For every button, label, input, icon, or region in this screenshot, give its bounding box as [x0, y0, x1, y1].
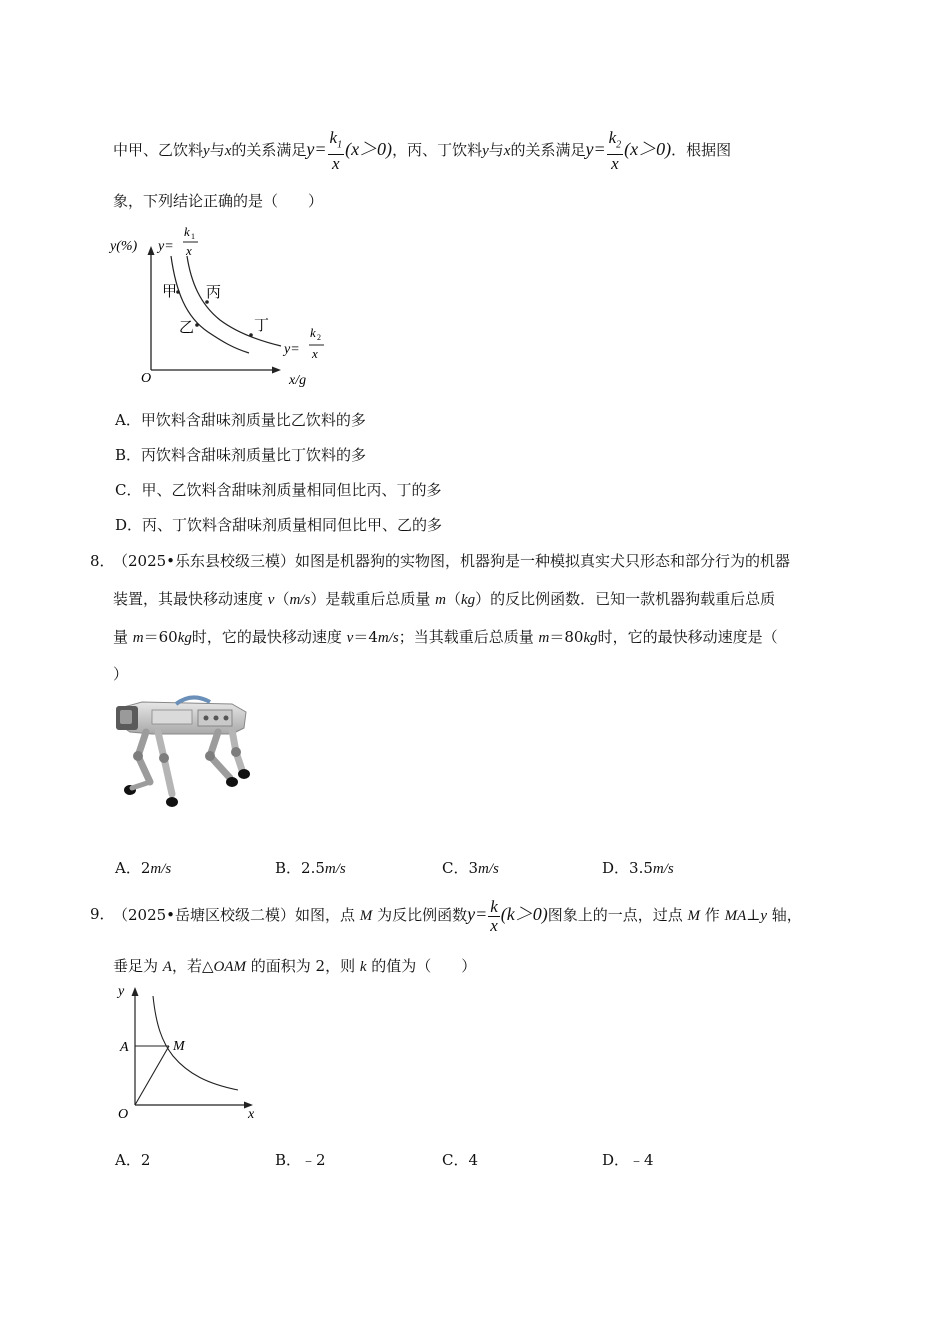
eq-lhs: y=	[467, 904, 488, 924]
fraction-k1-x	[328, 129, 345, 173]
label-A: A	[120, 1040, 129, 1055]
curve1-sub: 1	[191, 232, 195, 241]
q7-text: 的关系满足	[510, 141, 586, 159]
var-OAM: OAM	[213, 959, 246, 975]
q8-text: （	[274, 590, 290, 608]
q8-line1: （2025•乐东县校级三模）如图是机器狗的实物图，机器狗是一种模拟真实犬只形态和部分行为的机器	[113, 552, 791, 570]
domain: (x＞0)	[345, 139, 393, 159]
fraction-k2-x	[607, 129, 624, 173]
unit-kg: kg	[177, 630, 192, 646]
q9-option-b[interactable]: B．﹣2	[275, 1151, 326, 1169]
q9-number: 9．	[90, 905, 115, 923]
var-y: y	[482, 143, 489, 159]
var-m: m	[538, 630, 550, 646]
q9-text: 垂足为	[113, 957, 163, 975]
q8-text: ；当其载重后总质量	[398, 628, 539, 646]
q9-line1	[113, 891, 802, 937]
var-v: v	[346, 630, 354, 646]
q7-text: 的关系满足	[231, 141, 307, 159]
q9-option-a[interactable]: A．2	[115, 1151, 151, 1169]
y-axis-arrow	[132, 987, 139, 996]
q9-graph	[108, 980, 268, 1130]
q7-option-c[interactable]: C．甲、乙饮料含甜味剂质量相同但比丙、丁的多	[115, 481, 442, 499]
option-unit: m/s	[478, 861, 499, 877]
q7-option-a[interactable]: A．甲饮料含甜味剂质量比乙饮料的多	[115, 411, 366, 429]
eq-lhs: y=	[585, 139, 606, 159]
curve2-sub: 2	[317, 333, 321, 342]
q7-option-b[interactable]: B．丙饮料含甜味剂质量比丁饮料的多	[115, 446, 367, 464]
x-axis-label: x	[248, 1107, 255, 1122]
option-label: A．2	[115, 859, 151, 877]
q9-text: 为反比例函数	[372, 906, 468, 924]
q7-stem-line1	[113, 126, 731, 172]
q9-text: 轴，	[767, 906, 802, 924]
q7-text: ．根据图	[671, 141, 732, 159]
curve2-den: x	[312, 346, 318, 361]
condition: (k＞0)	[500, 904, 548, 924]
denominator: x	[611, 154, 619, 174]
origin-label: O	[141, 371, 152, 386]
point-ding	[249, 333, 253, 337]
option-label: B．2.5	[275, 859, 325, 877]
q8-option-b[interactable]	[275, 857, 346, 878]
k-symbol: k	[608, 127, 617, 147]
denominator: x	[490, 915, 498, 935]
unit-kg: kg	[460, 592, 476, 608]
q8-option-a[interactable]	[115, 857, 171, 878]
q8-text: ＝80	[549, 628, 584, 646]
q9-text: ，若△	[171, 957, 214, 975]
curve2-k: k	[310, 325, 316, 340]
y-axis-label: y(%)	[110, 239, 138, 254]
option-unit: m/s	[150, 861, 172, 877]
curve2-lhs: y=	[284, 342, 300, 357]
var-k: k	[359, 959, 367, 975]
q8-line3	[113, 626, 778, 647]
var-v: v	[267, 592, 275, 608]
y-axis-label: y	[118, 984, 125, 999]
x-axis-label: x/g	[289, 373, 307, 388]
q7-text: ，丙、丁饮料	[392, 141, 483, 159]
q8-text: ＝4	[353, 628, 378, 646]
var-x: x	[224, 143, 232, 159]
q9-option-c[interactable]: C．4	[442, 1151, 479, 1169]
curve-k1	[171, 256, 249, 353]
label-ding: 丁	[254, 318, 270, 334]
robot-dog-image	[112, 694, 260, 816]
segment-OM	[135, 1046, 169, 1105]
var-MA: MA	[724, 908, 747, 924]
q8-text: （	[445, 590, 461, 608]
x-axis-arrow	[272, 367, 281, 374]
q8-text: 装置，其最快移动速度	[113, 590, 268, 608]
numerator: k	[490, 896, 498, 916]
q8-text: ＝60	[143, 628, 178, 646]
var-x: x	[503, 143, 511, 159]
q8-text: 时，它的最快移动速度是（	[597, 628, 778, 646]
q9-text: （2025•岳塘区校级二模）如图，点	[113, 906, 360, 924]
q8-line2	[113, 588, 775, 609]
q8-text: 量	[113, 628, 133, 646]
curve1-lhs: y=	[158, 239, 174, 254]
q7-graph	[108, 222, 338, 392]
q7-stem-line2: 象，下列结论正确的是（ ）	[113, 192, 324, 210]
q8-text: ）的反比例函数．已知一款机器狗载重后总质	[475, 590, 776, 608]
option-label: D．3.5	[602, 859, 653, 877]
q9-text: 作	[700, 906, 725, 924]
y-axis-arrow	[148, 246, 155, 255]
subscript: 2	[616, 139, 622, 151]
q8-text: ）是载重后总质量	[310, 590, 436, 608]
var-y: y	[203, 143, 210, 159]
var-y: y	[760, 908, 768, 924]
q8-number: 8．	[90, 552, 115, 570]
var-M: M	[359, 908, 373, 924]
domain: (x＞0)	[624, 139, 672, 159]
unit-kg: kg	[583, 630, 598, 646]
q9-text: ⊥	[746, 906, 761, 924]
q8-option-d[interactable]	[602, 857, 674, 878]
var-m: m	[132, 630, 144, 646]
q9-option-d[interactable]: D．﹣4	[602, 1151, 654, 1169]
var-m: m	[435, 592, 446, 608]
q7-text: 与	[209, 141, 225, 159]
q9-text: 图象上的一点，过点	[547, 906, 688, 924]
label-bing: 丙	[206, 285, 222, 301]
k-symbol: k	[329, 127, 338, 147]
hyperbola	[153, 996, 238, 1090]
option-unit: m/s	[324, 861, 346, 877]
label-M: M	[173, 1039, 185, 1054]
label-jia: 甲	[162, 284, 178, 300]
label-yi: 乙	[179, 320, 195, 336]
option-label: C．3	[442, 859, 479, 877]
q9-text: 的面积为 2，则	[246, 957, 360, 975]
q9-line2	[113, 955, 476, 976]
q8-text: 时，它的最快移动速度	[191, 628, 347, 646]
origin-label: O	[118, 1107, 129, 1122]
q7-text: 中甲、乙饮料	[113, 141, 204, 159]
unit-ms: m/s	[377, 630, 399, 646]
fraction-k-x	[488, 898, 500, 935]
option-unit: m/s	[652, 861, 674, 877]
eq-lhs: y=	[306, 139, 327, 159]
var-M: M	[687, 908, 701, 924]
curve1-k: k	[184, 224, 190, 239]
q7-text: 与	[488, 141, 504, 159]
q9-text: 的值为（ ）	[366, 957, 477, 975]
q7-option-d[interactable]: D．丙、丁饮料含甜味剂质量相同但比甲、乙的多	[115, 516, 443, 534]
point-yi	[195, 323, 199, 327]
q8-option-c[interactable]	[442, 857, 499, 878]
curve1-den: x	[186, 243, 192, 258]
var-A: A	[162, 959, 172, 975]
q8-line4: ）	[113, 665, 129, 683]
subscript: 1	[337, 139, 343, 151]
denominator: x	[332, 154, 340, 174]
unit-ms: m/s	[289, 592, 311, 608]
